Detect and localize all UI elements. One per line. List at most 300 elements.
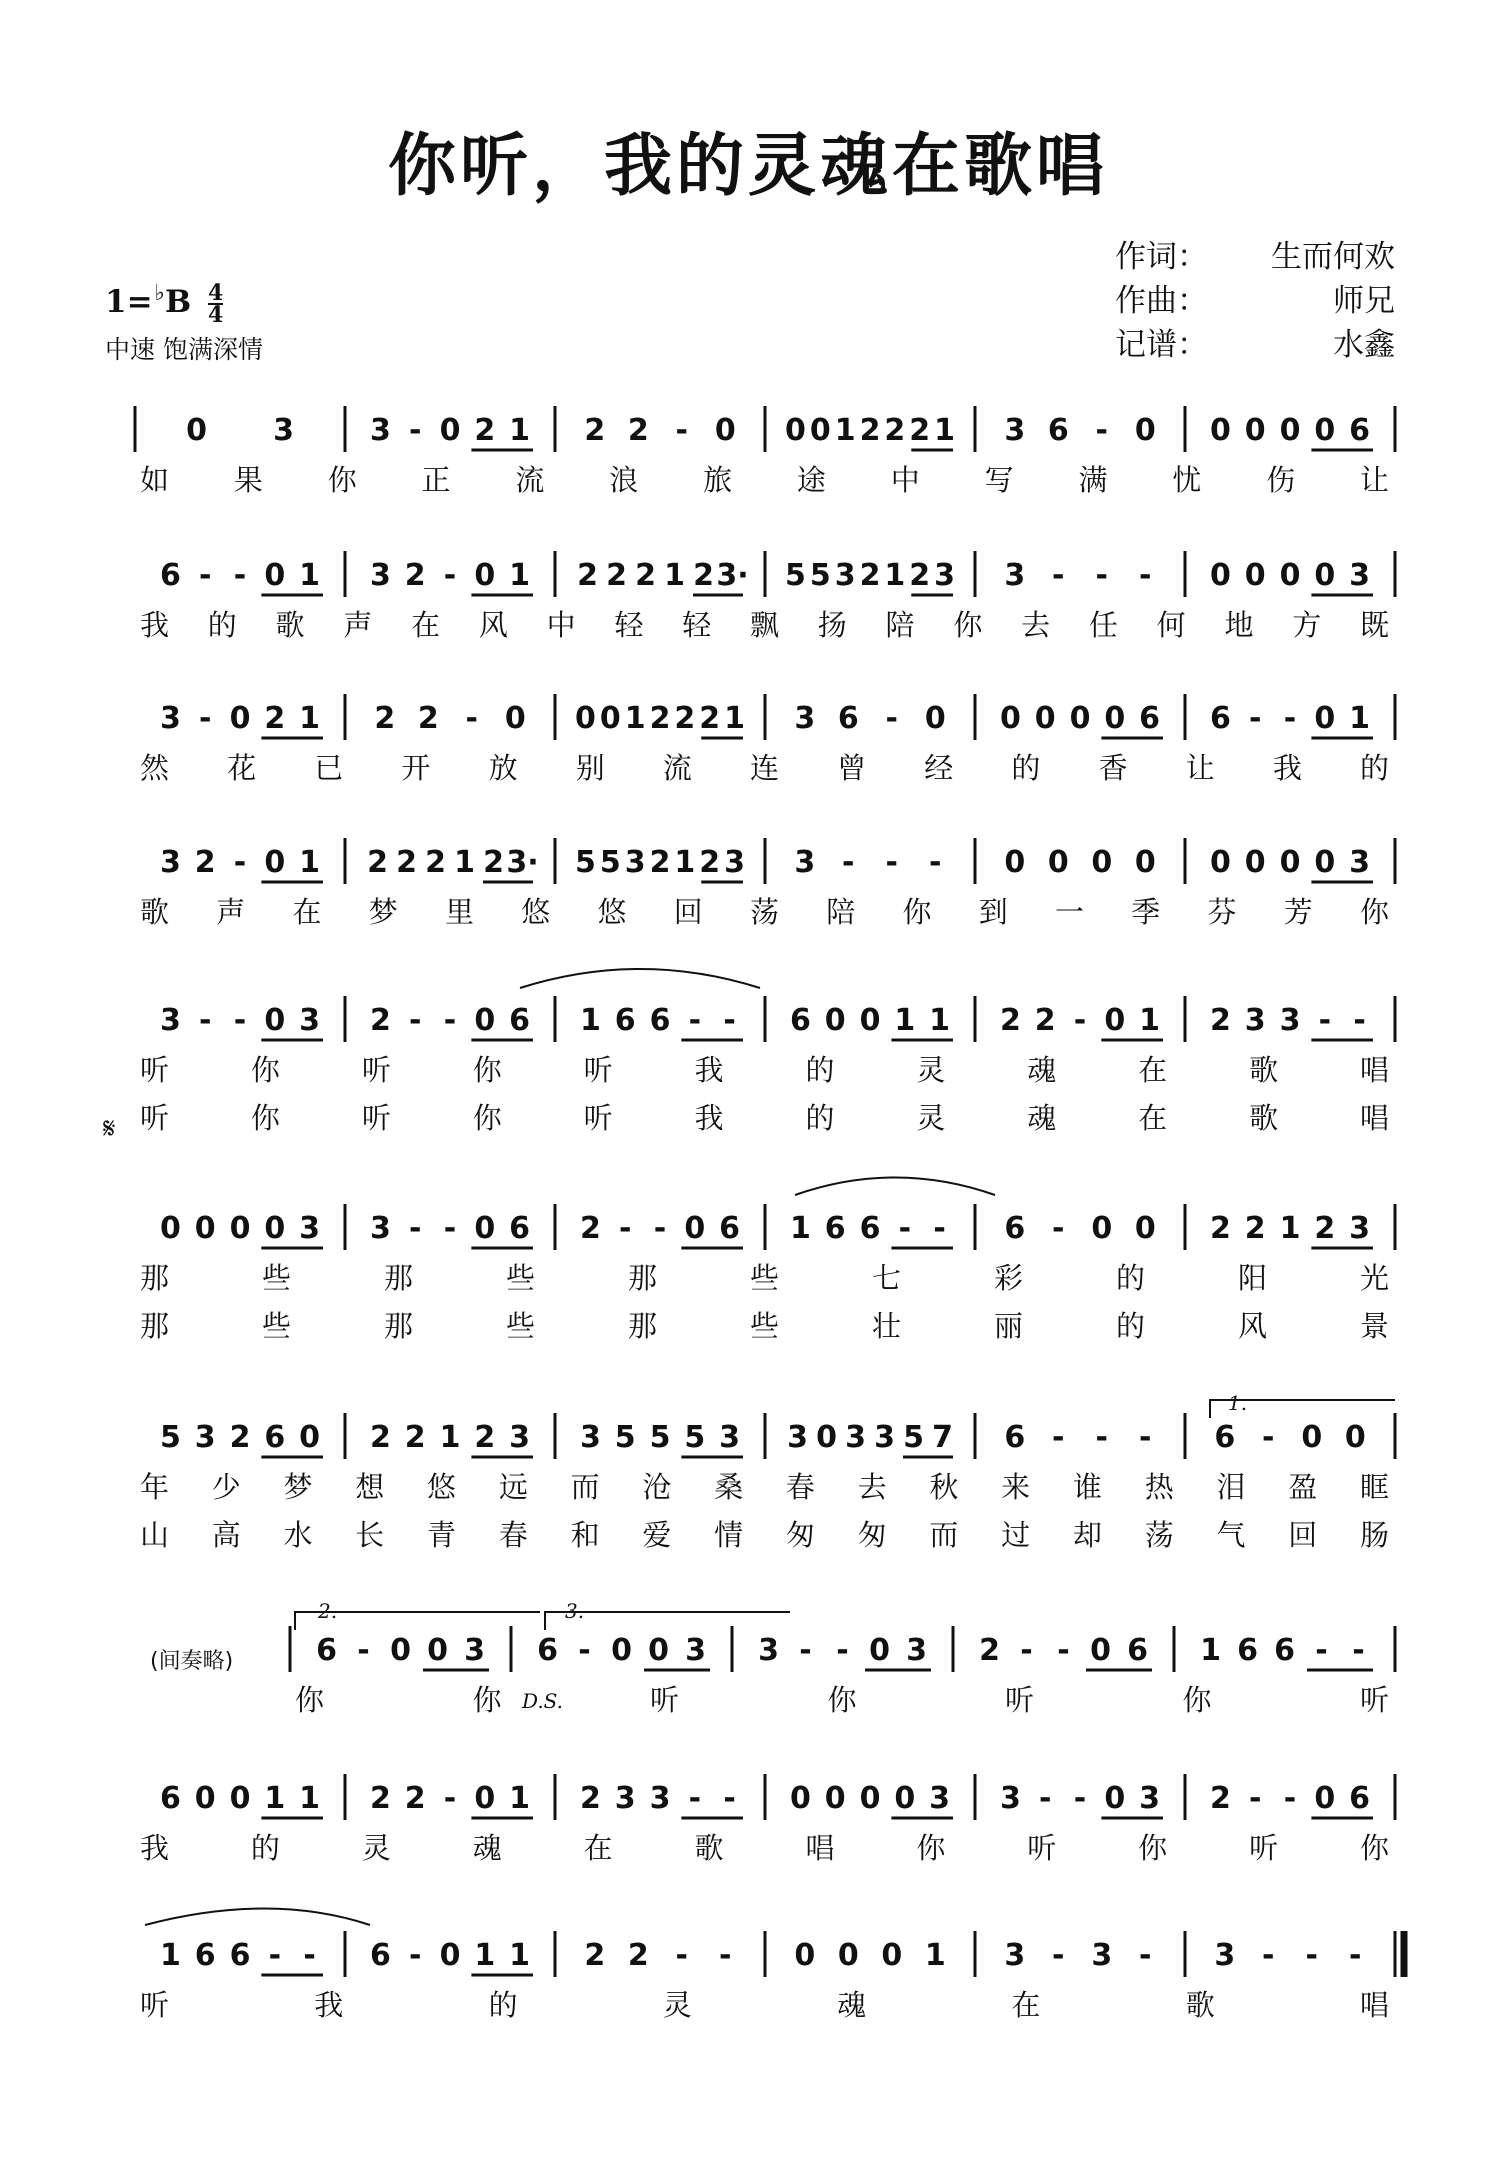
note-5: 5: [159, 1420, 181, 1455]
note-2: 2: [194, 845, 216, 880]
note-2: 2: [417, 701, 439, 736]
lyric-char: 开: [401, 751, 431, 785]
lyric-char: 听: [361, 1101, 391, 1135]
note-0: 0: [474, 1781, 496, 1816]
note-1: 1: [664, 558, 685, 593]
note-2: 2: [1209, 1003, 1231, 1038]
note-dash: -: [1353, 1003, 1366, 1038]
lyric-char: 歌: [1185, 1988, 1215, 2022]
note-1: 1: [834, 413, 856, 448]
note-3: 3: [787, 1420, 808, 1455]
lyric-char: 飘: [750, 608, 780, 642]
note-3: 3: [159, 845, 181, 880]
note-2: 2: [649, 701, 671, 736]
note-2: 2: [579, 1211, 601, 1246]
lyric-char: 流: [662, 751, 692, 785]
note-3: 3: [834, 558, 856, 593]
note-6: 6: [159, 558, 181, 593]
note-0: 0: [474, 1003, 496, 1038]
note-dash: -: [618, 1211, 632, 1246]
note-3: 3: [874, 1420, 895, 1455]
lyric-char: 魂: [1027, 1101, 1057, 1135]
note-3: 3: [934, 558, 956, 593]
lyric-char: 去: [1021, 608, 1051, 642]
lyric-char: 声: [343, 608, 373, 642]
note-dash: -: [933, 1211, 946, 1246]
lyric-char: 让: [1185, 751, 1215, 785]
lyric-char: 肠: [1360, 1518, 1390, 1552]
note-1: 1: [439, 1420, 461, 1455]
note-dash: -: [443, 1211, 457, 1246]
note-3: 3: [579, 1420, 601, 1455]
lyric-char: 方: [1292, 608, 1322, 642]
note-dash: -: [198, 701, 212, 736]
note-1: 1: [509, 1938, 531, 1973]
lyric-char: 的: [250, 1831, 280, 1865]
note-0: 0: [264, 1003, 286, 1038]
lyric-char: 的: [1116, 1309, 1146, 1343]
note-dash: -: [1095, 413, 1108, 448]
lyric-char: 扬: [817, 608, 847, 642]
lyric-char: 些: [262, 1261, 292, 1295]
lyric-char: 风: [478, 608, 508, 642]
note-0: 0: [1134, 1211, 1156, 1246]
note-2: 2: [627, 1938, 649, 1973]
lyric-char: 曾: [837, 751, 867, 785]
tie-slur: [145, 1909, 370, 1926]
note-1: 1: [299, 701, 321, 736]
note-2: 2: [474, 413, 496, 448]
note-0: 0: [1209, 845, 1231, 880]
note-6: 6: [649, 1003, 671, 1038]
lyric-char: 季: [1131, 895, 1161, 929]
note-3: 3: [794, 845, 816, 880]
note-2: 2: [699, 701, 721, 736]
note-2: 2: [859, 558, 881, 593]
note-1: 1: [934, 413, 956, 448]
note-2: 2: [999, 1003, 1021, 1038]
lyric-char: 轻: [682, 608, 712, 642]
note-0: 0: [439, 413, 461, 448]
note-6: 6: [316, 1633, 337, 1668]
lyric-char: 些: [750, 1261, 780, 1295]
note-0: 0: [1104, 1781, 1126, 1816]
note-3: 3: [369, 1211, 391, 1246]
lyric-char: 然: [140, 751, 170, 785]
note-5: 5: [684, 1420, 706, 1455]
note-dash: -: [443, 1781, 457, 1816]
note-1: 1: [724, 701, 746, 736]
note-2: 2: [909, 558, 931, 593]
note-2: 2: [1034, 1003, 1056, 1038]
note-0: 0: [1134, 413, 1156, 448]
note-dash: -: [836, 1633, 849, 1668]
lyric-char: 回: [673, 895, 703, 929]
note-6: 6: [159, 1781, 181, 1816]
note-2: 2: [606, 558, 627, 593]
note-dash: -: [1095, 558, 1108, 593]
lyric-char: 我: [694, 1101, 724, 1135]
note-2: 2: [1244, 1211, 1266, 1246]
note-dash: -: [303, 1938, 316, 1973]
lyric-char: 来: [1001, 1470, 1031, 1504]
note-6: 6: [1349, 1781, 1371, 1816]
note-1: 1: [924, 1938, 946, 1973]
note-2: 2: [635, 558, 656, 593]
flat-symbol: ♭: [154, 280, 165, 306]
note-dash: -: [1073, 1003, 1087, 1038]
note-3: 3: [159, 701, 181, 736]
lyric-char: 芬: [1207, 895, 1237, 929]
note-dash: -: [578, 1633, 591, 1668]
note-dash: -: [1052, 1938, 1065, 1973]
note-2: 2: [649, 845, 671, 880]
note-dash: -: [719, 1938, 732, 1973]
note-6: 6: [1127, 1633, 1148, 1668]
note-0: 0: [648, 1633, 669, 1668]
lyric-char: 在: [1138, 1053, 1168, 1087]
note-0: 0: [869, 1633, 890, 1668]
note-2: 2: [859, 413, 881, 448]
lyric-char: 魂: [472, 1831, 502, 1865]
lyric-char: 过: [1001, 1518, 1031, 1552]
note-5: 5: [614, 1420, 636, 1455]
note-3: 3: [1139, 1781, 1161, 1816]
note-1: 1: [884, 558, 906, 593]
note-2: 2: [909, 413, 931, 448]
tie-slur: [520, 969, 760, 988]
note-2: 2: [229, 1420, 251, 1455]
lyric-char: 你: [953, 608, 983, 642]
lyric-char: 长: [355, 1518, 385, 1552]
note-3: 3: [649, 1781, 671, 1816]
note-0: 0: [784, 413, 806, 448]
note-6: 6: [1214, 1420, 1236, 1455]
lyric-char: 想: [355, 1470, 385, 1504]
note-0: 0: [1091, 845, 1113, 880]
lyric-char: 听: [1360, 1683, 1390, 1717]
lyric-char: 桑: [714, 1470, 744, 1504]
lyric-char: 唱: [1360, 1988, 1390, 2022]
lyric-char: 果: [233, 463, 263, 497]
note-dash: -: [408, 1003, 422, 1038]
note-0: 0: [229, 701, 251, 736]
note-0: 0: [1301, 1420, 1323, 1455]
lyric-char: 你: [1360, 1831, 1390, 1865]
lyricist-name: 生而何欢: [1271, 239, 1395, 275]
note-0: 0: [684, 1211, 706, 1246]
lyric-char: 听: [583, 1101, 613, 1135]
lyric-char: 陪: [826, 895, 856, 929]
lyric-char: 香: [1098, 751, 1128, 785]
lyric-char: 如: [140, 463, 170, 497]
note-0: 0: [1209, 558, 1231, 593]
note-dash: -: [675, 1938, 688, 1973]
lyric-char: 在: [411, 608, 441, 642]
lyric-char: 灵: [662, 1988, 692, 2022]
note-dash: -: [1095, 1420, 1108, 1455]
ending-1-label: 1.: [1228, 1391, 1248, 1415]
note-0: 0: [194, 1211, 216, 1246]
note-2: 2: [1314, 1211, 1336, 1246]
lyric-char: 荡: [750, 895, 780, 929]
note-3·: 3·: [506, 845, 539, 880]
note-0: 0: [1244, 845, 1266, 880]
note-1: 1: [299, 1781, 321, 1816]
note-0: 0: [1314, 413, 1336, 448]
note-dash: -: [408, 1211, 422, 1246]
lyric-char: 里: [445, 895, 475, 929]
lyric-char: 在: [1138, 1101, 1168, 1135]
lyric-char: 那: [140, 1309, 170, 1343]
note-2: 2: [584, 1938, 606, 1973]
lyric-char: 梦: [368, 895, 398, 929]
note-dash: -: [653, 1211, 667, 1246]
note-5: 5: [574, 845, 596, 880]
lyric-char: 写: [984, 463, 1014, 497]
note-6: 6: [369, 1938, 391, 1973]
lyric-char: 秋: [929, 1470, 959, 1504]
note-dash: -: [1052, 558, 1065, 593]
note-1: 1: [674, 845, 696, 880]
note-dash: -: [723, 1003, 736, 1038]
lyric-char: 壮: [872, 1309, 902, 1343]
tie-slur: [795, 1178, 995, 1196]
note-1: 1: [454, 845, 475, 880]
composer-label: 作曲：: [1115, 283, 1208, 319]
lyric-char: 一: [1055, 895, 1085, 929]
lyric-char: 中: [546, 608, 576, 642]
note-3: 3: [719, 1420, 741, 1455]
lyric-char: 你: [1360, 895, 1390, 929]
note-2: 2: [1209, 1781, 1231, 1816]
note-6: 6: [1349, 413, 1371, 448]
lyric-char: 彩: [994, 1261, 1024, 1295]
lyric-char: 丽: [994, 1309, 1024, 1343]
note-dash: -: [408, 413, 422, 448]
lyric-char: 水: [283, 1518, 313, 1552]
lyric-char: 而: [570, 1470, 600, 1504]
lyric-char: 回: [1288, 1518, 1318, 1552]
note-6: 6: [194, 1938, 216, 1973]
lyric-char: 少: [211, 1470, 241, 1504]
lyric-char: 到: [978, 895, 1008, 929]
note-0: 0: [1091, 1211, 1113, 1246]
note-0: 0: [859, 1781, 881, 1816]
lyric-char: 听: [1249, 1831, 1279, 1865]
note-dash: -: [233, 1003, 247, 1038]
note-2: 2: [264, 701, 286, 736]
note-6: 6: [824, 1211, 846, 1246]
note-dash: -: [688, 1003, 702, 1038]
note-1: 1: [1349, 701, 1371, 736]
lyric-char: 听: [583, 1053, 613, 1087]
note-3: 3: [1349, 558, 1371, 593]
note-1: 1: [579, 1003, 601, 1038]
note-6: 6: [264, 1420, 286, 1455]
lyric-char: 气: [1216, 1518, 1246, 1552]
note-0: 0: [1314, 845, 1336, 880]
note-dash: -: [408, 1938, 422, 1973]
note-6: 6: [1139, 701, 1161, 736]
note-dash: -: [1052, 1420, 1065, 1455]
lyric-char: 沧: [642, 1470, 672, 1504]
note-2: 2: [369, 1420, 391, 1455]
note-3: 3: [758, 1633, 779, 1668]
lyric-char: 流: [515, 463, 545, 497]
lyric-char: 让: [1360, 463, 1390, 497]
note-3: 3: [1091, 1938, 1113, 1973]
note-1: 1: [929, 1003, 951, 1038]
note-6: 6: [719, 1211, 741, 1246]
note-3: 3: [509, 1420, 531, 1455]
note-0: 0: [924, 701, 946, 736]
lyric-char: 轻: [614, 608, 644, 642]
lyric-char: 泪: [1216, 1470, 1246, 1504]
note-3: 3: [724, 845, 746, 880]
lyric-char: 何: [1156, 608, 1186, 642]
note-3: 3: [614, 1781, 636, 1816]
note-0: 0: [1314, 701, 1336, 736]
note-0: 0: [611, 1633, 632, 1668]
lyric-char: 魂: [1027, 1053, 1057, 1087]
note-6: 6: [1004, 1211, 1026, 1246]
lyric-char: 年: [140, 1470, 170, 1504]
note-5: 5: [809, 558, 831, 593]
lyric-char: 你: [327, 463, 357, 497]
note-0: 0: [794, 1938, 816, 1973]
lyric-char: 远: [498, 1470, 528, 1504]
note-dash: -: [1352, 1633, 1365, 1668]
lyric-char: 阳: [1238, 1261, 1268, 1295]
lyric-char: 唱: [1360, 1053, 1390, 1087]
note-2: 2: [627, 413, 649, 448]
note-2: 2: [884, 413, 906, 448]
lyric-char: 任: [1088, 608, 1118, 642]
note-1: 1: [299, 845, 321, 880]
note-3: 3: [299, 1003, 321, 1038]
note-6: 6: [509, 1003, 531, 1038]
lyric-char: 的: [1360, 751, 1390, 785]
note-2: 2: [579, 1781, 601, 1816]
lyric-char: 我: [314, 1988, 344, 2022]
note-dash: -: [198, 558, 212, 593]
song-title: 你听，我的灵魂在歌唱: [387, 127, 1108, 206]
note-6: 6: [537, 1633, 558, 1668]
note-0: 0: [1279, 413, 1301, 448]
note-1: 1: [624, 701, 646, 736]
note-dash: -: [357, 1633, 370, 1668]
lyric-char: 你: [250, 1101, 280, 1135]
lyric-char: 花: [227, 751, 257, 785]
note-2: 2: [404, 1420, 426, 1455]
lyric-char: 在: [583, 1831, 613, 1865]
lyric-char: 歌: [140, 895, 170, 929]
note-0: 0: [159, 1211, 181, 1246]
note-dash: -: [233, 845, 247, 880]
note-3: 3: [299, 1211, 321, 1246]
note-0: 0: [999, 701, 1021, 736]
note-6: 6: [1274, 1633, 1295, 1668]
note-3: 3: [1004, 1938, 1026, 1973]
lyric-char: 旅: [703, 463, 733, 497]
note-0: 0: [1104, 701, 1126, 736]
note-0: 0: [474, 1211, 496, 1246]
note-2: 2: [699, 845, 721, 880]
note-dash: -: [929, 845, 942, 880]
note-6: 6: [614, 1003, 636, 1038]
note-3·: 3·: [716, 558, 749, 593]
note-dash: -: [1038, 1781, 1052, 1816]
note-1: 1: [1200, 1633, 1221, 1668]
note-6: 6: [1047, 413, 1069, 448]
note-2: 2: [404, 558, 426, 593]
note-0: 0: [837, 1938, 859, 1973]
note-0: 0: [1134, 845, 1156, 880]
time-denominator: 4: [207, 301, 224, 328]
note-0: 0: [859, 1003, 881, 1038]
note-3: 3: [929, 1781, 951, 1816]
lyric-char: 我: [694, 1053, 724, 1087]
note-dash: -: [1283, 1781, 1297, 1816]
note-0: 0: [264, 558, 286, 593]
lyric-char: 山: [140, 1518, 170, 1552]
note-dash: -: [1052, 1211, 1065, 1246]
lyric-char: 我: [1272, 751, 1302, 785]
note-0: 0: [229, 1781, 251, 1816]
lyric-char: 歌: [694, 1831, 724, 1865]
lyric-char: 盈: [1288, 1470, 1318, 1504]
lyric-char: 灵: [916, 1053, 946, 1087]
note-dash: -: [1139, 1420, 1152, 1455]
lyric-char: 眶: [1360, 1470, 1390, 1504]
lyric-char: 灵: [361, 1831, 391, 1865]
note-3: 3: [624, 845, 646, 880]
note-dash: -: [898, 1211, 912, 1246]
lyric-char: 听: [650, 1683, 680, 1717]
note-dash: -: [723, 1781, 736, 1816]
note-0: 0: [504, 701, 526, 736]
lyric-char: 你: [250, 1053, 280, 1087]
lyric-char: 听: [361, 1053, 391, 1087]
lyric-char: 和: [570, 1518, 600, 1552]
note-dash: -: [1248, 1781, 1262, 1816]
lyric-char: 去: [857, 1470, 887, 1504]
lyric-char: 听: [140, 1988, 170, 2022]
note-dash: -: [1305, 1938, 1318, 1973]
lyric-char: 你: [827, 1683, 857, 1717]
ending-3-label: 3.: [565, 1599, 585, 1623]
note-3: 3: [369, 413, 391, 448]
note-dash: -: [675, 413, 688, 448]
note-2: 2: [367, 845, 388, 880]
note-3: 3: [464, 1633, 485, 1668]
lyric-char: 青: [427, 1518, 457, 1552]
note-0: 0: [1244, 413, 1266, 448]
lyric-char: 我: [140, 1831, 170, 1865]
note-5: 5: [649, 1420, 671, 1455]
note-dash: -: [443, 1003, 457, 1038]
ds-marking: D.S.: [522, 1689, 564, 1713]
note-0: 0: [894, 1781, 916, 1816]
note-2: 2: [369, 1003, 391, 1038]
lyric-char: 悠: [427, 1470, 457, 1504]
lyric-char: 春: [785, 1470, 815, 1504]
lyric-char: 放: [488, 751, 518, 785]
lyric-char: 既: [1360, 608, 1390, 642]
note-1: 1: [1279, 1211, 1301, 1246]
lyric-char: 的: [207, 608, 237, 642]
